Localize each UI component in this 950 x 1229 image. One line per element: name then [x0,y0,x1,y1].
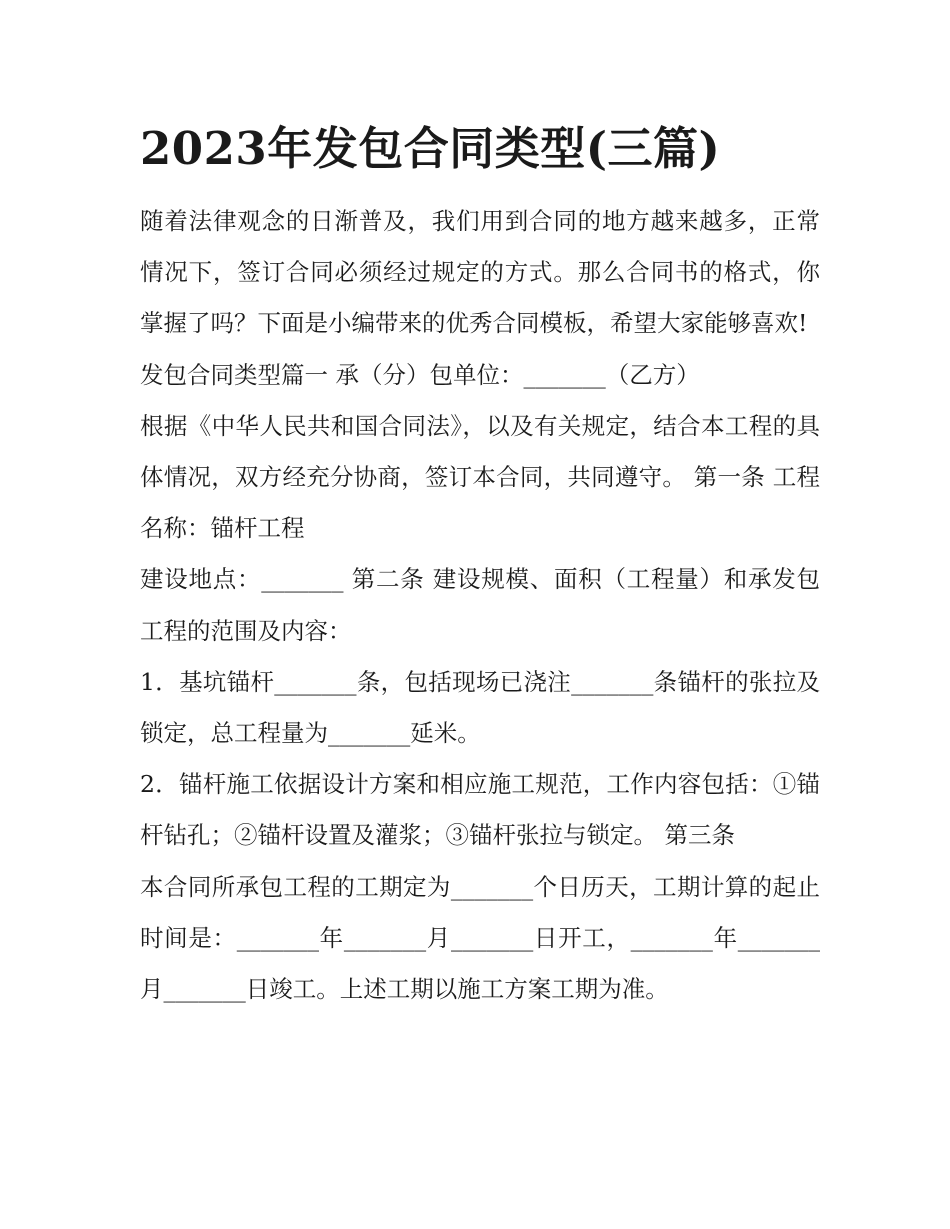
contract-heading-paragraph: 发包合同类型篇一 承（分）包单位：_______（乙方） [140,360,700,389]
document-page [140,118,820,1015]
intro-paragraph: 随着法律观念的日渐普及，我们用到合同的地方越来越多，正常情况下，签订合同必须经过规定的方式。那么合同书的格式，你掌握了吗？下面是小编带来的优秀合同模板，希望大家能够喜欢! [140,207,820,338]
schedule-paragraph: 本合同所承包工程的工期定为_______个日历天，工期计算的起止时间是：_______年_______月_______日开工，_______年_______月_______日竣工。上述工期以施工方案工期为准。 [140,872,820,1004]
scope-item-1-paragraph: 1．基坑锚杆_______条，包括现场已浇注_______条锚杆的张拉及锁定，总工程量为_______延米。 [140,667,820,748]
contract-basis-paragraph: 根据《中华人民共和国合同法》，以及有关规定，结合本工程的具体情况，双方经充分协商，签订本合同，共同遵守。 第一条 工程名称：锚杆工程 [140,411,820,543]
location-scope-paragraph: 建设地点：_______ 第二条 建设规模、面积（工程量）和承发包工程的范围及内容： [140,565,820,645]
scope-item-2-paragraph: 2．锚杆施工依据设计方案和相应施工规范，工作内容包括：①锚杆钻孔；②锚杆设置及灌浆；③锚杆张拉与锁定。 第三条 [140,770,820,850]
page-title: 2023年发包合同类型(三篇) [140,122,721,175]
